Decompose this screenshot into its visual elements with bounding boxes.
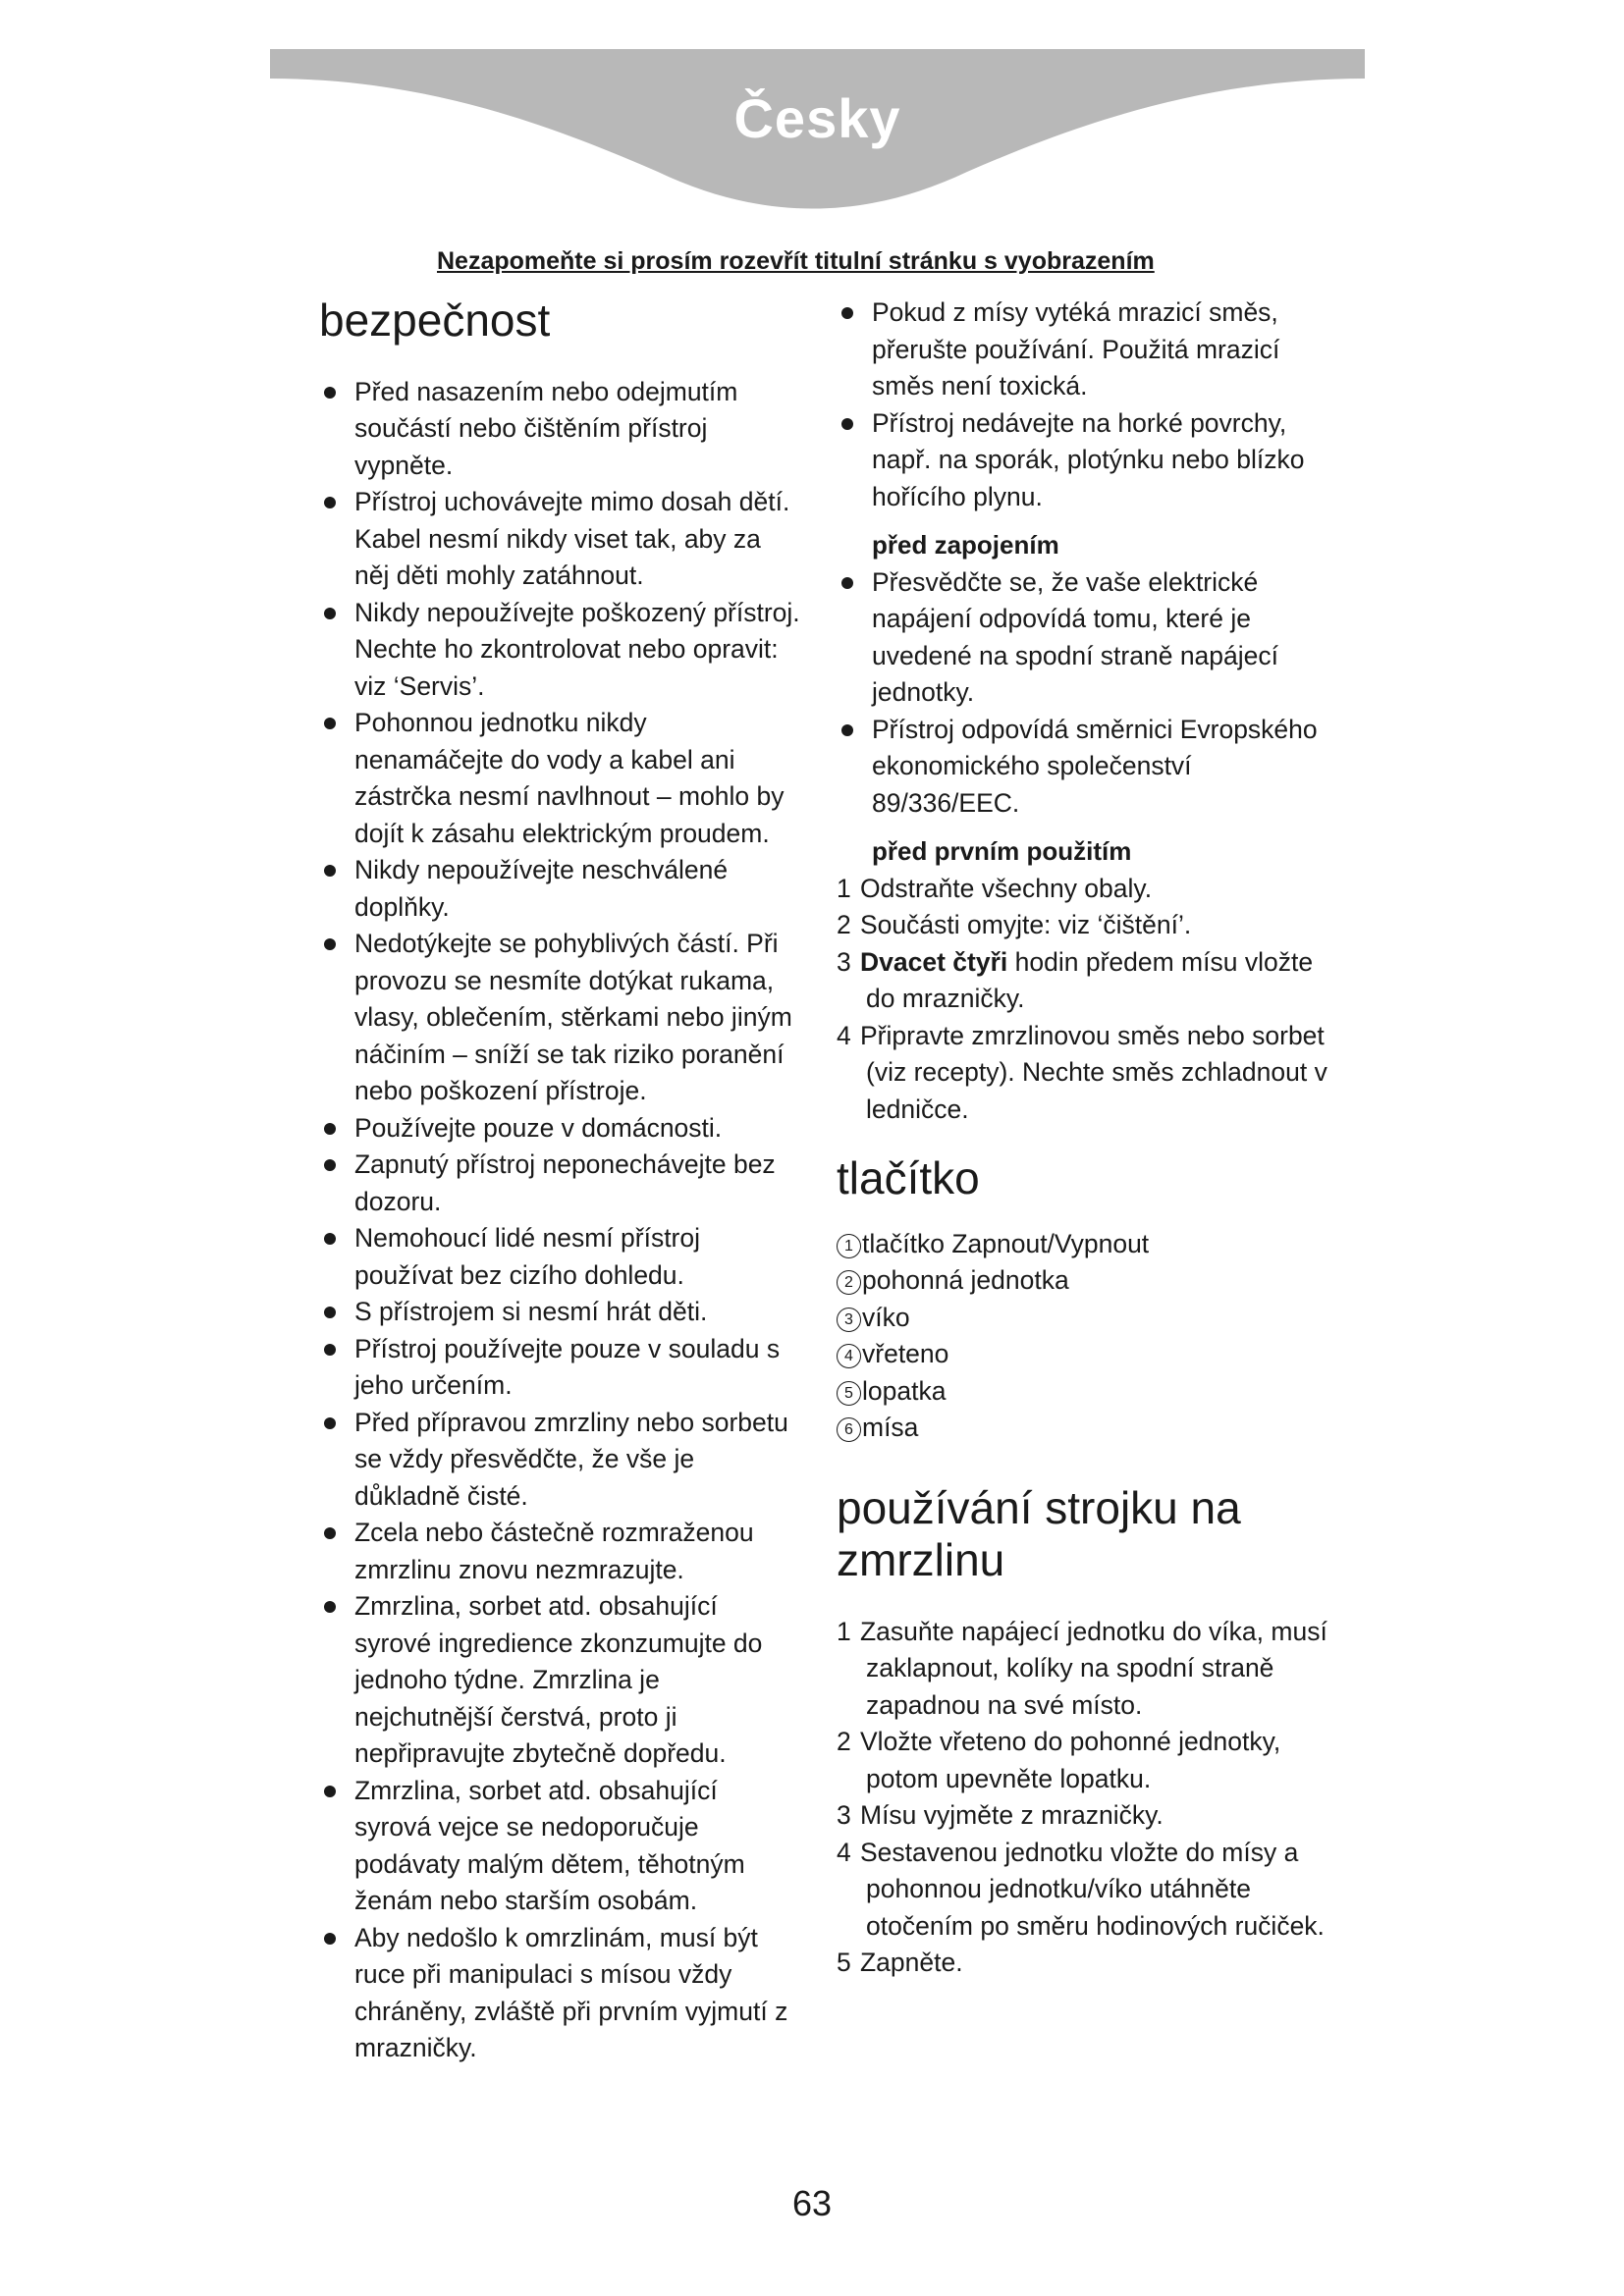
part-number-badge: 1 — [837, 1234, 861, 1258]
part-number-badge: 3 — [837, 1308, 861, 1332]
part-item — [837, 1336, 1327, 1373]
list-item: Pohonnou jednotku nikdy nenamáčejte do vody a kabel ani zástrčka nesmí navlhnout – mohlo by dojít k zásahu elektrickým proudem. — [319, 705, 800, 852]
step-item — [837, 871, 1327, 908]
step-number: 5 — [837, 1948, 851, 1978]
step-number: 4 — [837, 1837, 851, 1867]
safety-heading: bezpečnost — [319, 294, 551, 346]
step-item — [837, 907, 1327, 944]
part-label: mísa — [862, 1413, 919, 1443]
buttons-heading: tlačítko — [837, 1152, 980, 1203]
before-connecting-list — [837, 564, 1327, 823]
step-item — [837, 1945, 1327, 1982]
before-connecting-heading: před zapojením — [872, 530, 1059, 560]
list-item: Používejte pouze v domácnosti. — [319, 1110, 800, 1148]
list-item: Přístroj odpovídá směrnici Evropského ekonomického společenství 89/336/EEC. — [837, 712, 1327, 823]
step-number: 3 — [837, 946, 851, 977]
list-item: Nikdy nepoužívejte poškozený přístroj. Nechte ho zkontrolovat nebo opravit: viz ‘Servis’. — [319, 595, 800, 706]
step-text: Zasuňte napájecí jednotku do víka, musí zaklapnout, kolíky na spodní straně zapadnou na své místo. — [860, 1616, 1327, 1720]
list-item: Zapnutý přístroj neponechávejte bez dozoru. — [319, 1147, 800, 1220]
step-item — [837, 1724, 1327, 1797]
step-text: hodin předem mísu vložte do mrazničky. — [866, 946, 1314, 1013]
list-item: S přístrojem si nesmí hrát děti. — [319, 1294, 800, 1331]
list-item: Před přípravou zmrzliny nebo sorbetu se vždy přesvědčte, že vše je důkladně čisté. — [319, 1405, 800, 1516]
part-item — [837, 1226, 1327, 1263]
part-item — [837, 1300, 1327, 1337]
parts-list — [837, 1226, 1327, 1447]
part-label: víko — [862, 1302, 910, 1332]
language-title: Česky — [733, 87, 901, 149]
part-item — [837, 1410, 1327, 1447]
list-item: Nikdy nepoužívejte neschválené doplňky. — [319, 852, 800, 926]
list-item: Zmrzlina, sorbet atd. obsahující syrová vejce se nedoporučuje podávaty malým dětem, těhotným ženám nebo starším osobám. — [319, 1773, 800, 1920]
part-item — [837, 1373, 1327, 1411]
part-label: vřeteno — [862, 1339, 949, 1369]
step-number: 2 — [837, 910, 851, 939]
step-text: Připravte zmrzlinovou směs nebo sorbet (viz recepty). Nechte směs zchladnout v ledničce. — [860, 1020, 1327, 1124]
safety-list — [319, 374, 800, 2067]
list-item: Nemohoucí lidé nesmí přístroj používat bez cizího dohledu. — [319, 1220, 800, 1294]
step-text: Vložte vřeteno do pohonné jednotky, potom upevněte lopatku. — [860, 1727, 1281, 1793]
list-item: Zmrzlina, sorbet atd. obsahující syrové ingredience zkonzumujte do jednoho týdne. Zmrzlina je nejchutnější čerstvá, proto ji nepřipravujte zbytečně dopředu. — [319, 1588, 800, 1773]
part-number-badge: 5 — [837, 1381, 861, 1406]
step-number: 1 — [837, 1616, 851, 1646]
part-item — [837, 1262, 1327, 1300]
list-item: Pokud z mísy vytéká mrazicí směs, přerušte používání. Použitá mrazicí směs není toxická. — [837, 294, 1327, 405]
safety-list-continued — [837, 294, 1327, 515]
left-column — [319, 294, 800, 2067]
step-item — [837, 1614, 1327, 1725]
part-number-badge: 6 — [837, 1417, 861, 1442]
step-text: Odstraňte všechny obaly. — [860, 873, 1153, 903]
cover-page-notice: Nezapomeňte si prosím rozevřít titulní stránku s vyobrazením — [437, 247, 1155, 275]
step-item — [837, 944, 1327, 1018]
list-item: Přístroj nedávejte na horké povrchy, např. na sporák, plotýnku nebo blízko hořícího plynu. — [837, 405, 1327, 516]
list-item: Nedotýkejte se pohyblivých částí. Při provozu se nesmíte dotýkat rukama, vlasy, oblečením, stěrkami nebo jiným náčiním – sníží se tak riziko poranění nebo poškození přístroje. — [319, 926, 800, 1110]
step-item — [837, 1018, 1327, 1129]
step-text: Sestavenou jednotku vložte do mísy a pohonnou jednotku/víko utáhněte otočením po směru hodinových ručiček. — [860, 1837, 1325, 1941]
right-column — [837, 294, 1327, 1982]
page-number: 63 — [791, 2183, 833, 2223]
usage-heading: používání strojku na zmrzlinu — [837, 1481, 1241, 1585]
step-number: 4 — [837, 1020, 851, 1050]
step-number: 2 — [837, 1727, 851, 1757]
step-text: Součásti omyjte: viz ‘čištění’. — [860, 910, 1192, 939]
part-label: tlačítko Zapnout/Vypnout — [862, 1228, 1150, 1258]
before-first-use-list — [837, 871, 1327, 1129]
part-number-badge: 2 — [837, 1270, 861, 1295]
step-text: Zapněte. — [860, 1948, 963, 1978]
list-item: Přístroj uchovávejte mimo dosah dětí. Kabel nesmí nikdy viset tak, aby za něj děti mohly zatáhnout. — [319, 484, 800, 595]
step-item — [837, 1797, 1327, 1835]
part-label: pohonná jednotka — [862, 1265, 1069, 1296]
list-item: Přesvědčte se, že vaše elektrické napájení odpovídá tomu, které je uvedené na spodní straně napájecí jednotky. — [837, 564, 1327, 712]
usage-steps — [837, 1614, 1327, 1982]
list-item: Aby nedošlo k omrzlinám, musí být ruce při manipulaci s mísou vždy chráněny, zvláště při prvním vyjmutí z mrazničky. — [319, 1920, 800, 2067]
list-item: Před nasazením nebo odejmutím součástí nebo čištěním přístroj vypněte. — [319, 374, 800, 485]
part-label: lopatka — [862, 1375, 947, 1406]
list-item: Zcela nebo částečně rozmraženou zmrzlinu znovu nezmrazujte. — [319, 1515, 800, 1588]
before-first-use-heading: před prvním použitím — [872, 836, 1132, 866]
step-text: Mísu vyjměte z mrazničky. — [860, 1800, 1164, 1831]
step-number: 3 — [837, 1800, 851, 1831]
step-item — [837, 1835, 1327, 1946]
step-number: 1 — [837, 873, 851, 903]
step-emphasis: Dvacet čtyři — [860, 946, 1008, 977]
part-number-badge: 4 — [837, 1344, 861, 1368]
list-item: Přístroj používejte pouze v souladu s jeho určením. — [319, 1331, 800, 1405]
